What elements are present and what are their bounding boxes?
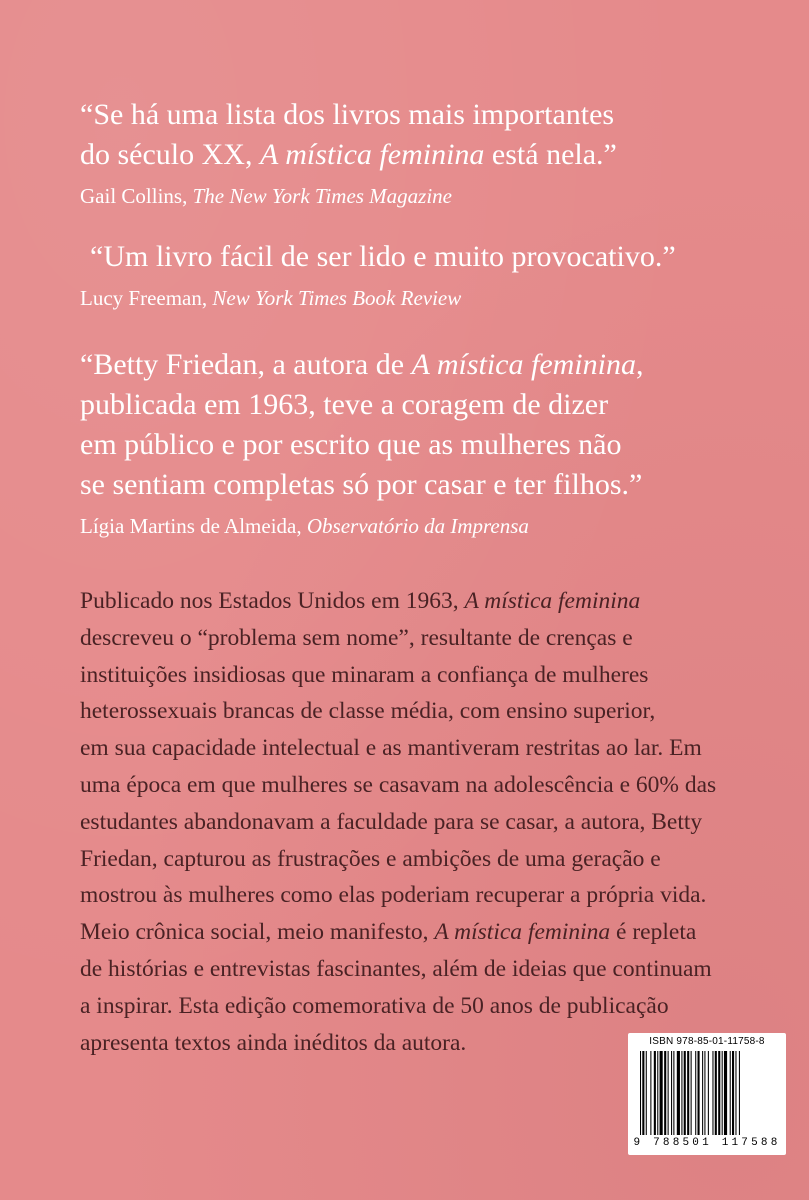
synopsis-line: em sua capacidade intelectual e as mantiveram restritas ao lar. Em: [80, 735, 702, 762]
barcode-bar: [698, 1051, 700, 1135]
quote-almeida: [80, 345, 740, 541]
barcode-bar: [660, 1051, 663, 1135]
barcode-bar: [650, 1051, 651, 1135]
barcode-bar: [654, 1051, 656, 1135]
quote-line: em público e por escrito que as mulheres não: [80, 428, 622, 461]
synopsis-line: Publicado nos Estados Unidos em 1963,: [80, 588, 465, 614]
barcode-bars: [638, 1051, 778, 1135]
quote-freeman: [80, 237, 750, 313]
isbn-label: ISBN 978-85-01-11758-8: [649, 1036, 765, 1047]
synopsis-line: uma época em que mulheres se casavam na adolescência e 60% das: [80, 771, 717, 798]
quote-attribution: [80, 283, 750, 313]
synopsis-paragraph: [80, 583, 740, 1061]
barcode-bar: [691, 1051, 692, 1135]
barcode-bar: [664, 1051, 666, 1135]
quote-line: “Betty Friedan, a autora de: [80, 348, 412, 381]
barcode-bar: [646, 1051, 647, 1135]
synopsis-line: de histórias e entrevistas fascinantes, além de ideias que continuam: [80, 955, 712, 982]
quote-line: publicada em 1963, teve a coragem de dizer: [80, 388, 609, 421]
book-title: A mística feminina: [411, 348, 636, 381]
barcode-bar: [687, 1051, 689, 1135]
barcode-bar: [730, 1051, 731, 1135]
synopsis-line: Meio crônica social, meio manifesto,: [80, 919, 435, 946]
synopsis-line: é repleta: [610, 919, 697, 946]
barcode-bar: [668, 1051, 669, 1135]
barcode-bar: [724, 1051, 727, 1135]
quote-collins: [80, 95, 740, 211]
barcode-bar: [677, 1051, 680, 1135]
barcode-bar: [702, 1051, 703, 1135]
barcode-bar: [718, 1051, 720, 1135]
quote-line: “Se há uma lista dos livros mais importantes: [80, 98, 615, 131]
barcode-bar: [722, 1051, 723, 1135]
quote-text: [80, 95, 740, 175]
barcode-bar: [684, 1051, 686, 1135]
quote-attribution: [80, 181, 740, 211]
quote-source: Observatório da Imprensa: [306, 514, 529, 538]
book-title: A mística feminina: [434, 919, 611, 946]
barcode-bar: [704, 1051, 705, 1135]
synopsis-line: Friedan, capturou as frustrações e ambições de uma geração e: [80, 845, 661, 872]
barcode-bar: [642, 1051, 644, 1135]
barcode-bar: [715, 1051, 717, 1135]
barcode-bar: [657, 1051, 658, 1135]
isbn-barcode: [628, 1033, 786, 1155]
barcode-bar: [708, 1051, 709, 1135]
barcode-bar: [712, 1051, 713, 1135]
quote-line: ,: [635, 348, 644, 381]
synopsis-line: mostrou às mulheres como elas poderiam recuperar a própria vida.: [80, 882, 707, 909]
quote-source: The New York Times Magazine: [192, 184, 453, 208]
quote-attribution: [80, 511, 740, 541]
quote-line: do século XX,: [80, 138, 260, 171]
quote-source: New York Times Book Review: [212, 286, 462, 310]
barcode-bar: [735, 1051, 736, 1135]
synopsis-line: estudantes abandonavam a faculdade para se casar, a autora, Betty: [80, 808, 703, 835]
barcode-bar: [739, 1051, 740, 1135]
quote-text: [80, 345, 740, 505]
quote-text: “Um livro fácil de ser lido e muito provocativo.”: [90, 240, 676, 273]
synopsis: [80, 583, 740, 1061]
synopsis-line: a inspirar. Esta edição comemorativa de 50 anos de publicação: [80, 992, 669, 1019]
synopsis-line: heterossexuais brancas de classe média, com ensino superior,: [80, 698, 656, 725]
quote-author: Gail Collins,: [80, 184, 193, 208]
book-title: A mística feminina: [259, 138, 485, 171]
barcode-bar: [732, 1051, 734, 1135]
synopsis-line: instituições insidiosas que minaram a confiança de mulheres: [80, 661, 649, 688]
book-title: A mística feminina: [464, 588, 641, 614]
barcode-bar: [681, 1051, 682, 1135]
barcode-bar: [695, 1051, 696, 1135]
quote-author: Lígia Martins de Almeida,: [80, 514, 307, 538]
synopsis-line: apresenta textos ainda inéditos da autora.: [80, 1029, 467, 1056]
barcode-digits: 9 788501 117588: [633, 1137, 781, 1149]
quote-author: Lucy Freeman,: [80, 286, 213, 310]
barcode-bar: [640, 1051, 641, 1135]
barcode-bar: [673, 1051, 674, 1135]
synopsis-line: descreveu o “problema sem nome”, resultante de crenças e: [80, 624, 633, 651]
quote-line: se sentiam completas só por casar e ter filhos.”: [80, 468, 643, 501]
barcode-bar: [671, 1051, 672, 1135]
quote-line: está nela.”: [484, 138, 617, 171]
